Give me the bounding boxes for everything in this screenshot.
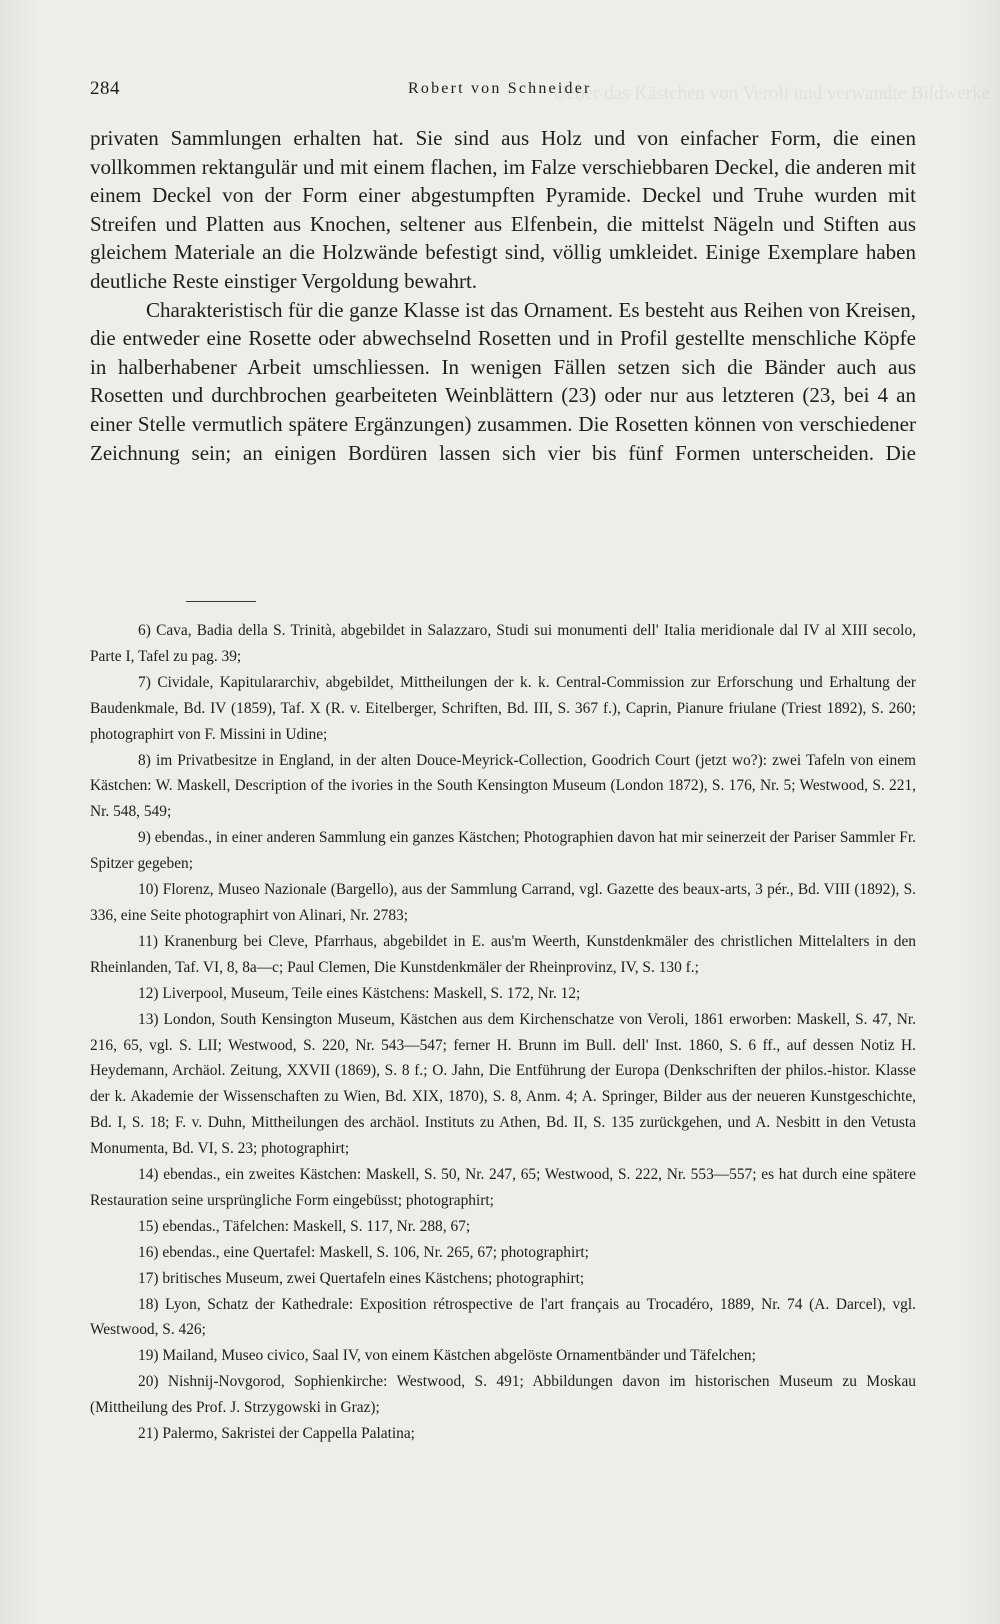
footnote: 10) Florenz, Museo Nazionale (Bargello), aus der Sammlung Carrand, vgl. Gazette des beaux-arts, 3 pér., Bd. VIII (1892), S. 336, eine Seite photographirt von Alinari, Nr. 2783;	[90, 881, 916, 924]
footnotes	[90, 618, 916, 1447]
footnote: 14) ebendas., ein zweites Kästchen: Maskell, S. 50, Nr. 247, 65; Westwood, S. 222, Nr. 553—557; es hat durch eine spätere Restauration seine ursprüngliche Form eingebüsst; photographirt;	[90, 1166, 916, 1209]
footnote: 6) Cava, Badia della S. Trinità, abgebildet in Salazzaro, Studi sui monumenti dell' Italia meridionale dal IV al XIII secolo, Parte I, Tafel zu pag. 39;	[90, 622, 916, 665]
footnote: 19) Mailand, Museo civico, Saal IV, von einem Kästchen abgelöste Ornamentbänder und Täfelchen;	[138, 1347, 756, 1365]
footnote: 7) Cividale, Kapitulararchiv, abgebildet, Mittheilungen der k. k. Central-Commission zur Erforschung und Erhaltung der Baudenkmale, Bd. IV (1859), Taf. X (R. v. Eitelberger, Schriften, Bd. III, S. 367 f.), Caprin, Pianure friulane (Triest 1892), S. 260; photographirt von F. Missini in Udine;	[90, 673, 916, 743]
running-head	[90, 78, 920, 102]
footnote: 9) ebendas., in einer anderen Sammlung ein ganzes Kästchen; Photographien davon hat mir seinerzeit der Pariser Sammler Fr. Spitzer gegeben;	[90, 829, 916, 873]
body-paragraph: Charakteristisch für die ganze Klasse ist das Ornament. Es besteht aus Reihen von Kreisen, die entweder eine Rosette oder abwechselnd Rosetten und in Profil gestellte menschliche Köpfe in halberhabener Arbeit umschliessen. In wenigen Fällen setzen sich die Bänder auch aus Rosetten und durchbrochen gearbeiteten Weinblättern (23) oder nur aus letzteren (23, bei 4 an einer Stelle vermutlich spätere Ergänzungen) zusammen. Die Rosetten können von verschiedener Zeichnung sein; an einigen Bordüren lassen sich vier bis fünf Formen unterscheiden. Die	[90, 297, 916, 465]
footnote: 13) London, South Kensington Museum, Kästchen aus dem Kirchenschatze von Veroli, 1861 erworben: Maskell, S. 47, Nr. 216, 65, vgl. S. LII; Westwood, S. 220, Nr. 543—547; ferner H. Brunn im Bull. dell' Inst. 1860, S. 6 ff., auf dessen Notiz H. Heydemann, Archäol. Zeitung, XXVII (1869), S. 8 f.; O. Jahn, Die Entführung der Europa (Denkschriften der philos.-histor. Klasse der k. Akademie der Wissenschaften zu Wien, Bd. XIX, 1870), S. 8, Anm. 4; A. Springer, Bilder aus der neueren Kunstgeschichte, Bd. I, S. 18; F. v. Duhn, Mittheilungen des archäol. Instituts zu Athen, Bd. II, S. 135 zurückgehen, und A. Nesbitt in den Vetusta Monumenta, Bd. VI, S. 23; photographirt;	[90, 1010, 916, 1158]
footnote: 11) Kranenburg bei Cleve, Pfarrhaus, abgebildet in E. aus'm Weerth, Kunstdenkmäler des christlichen Mittelalters in den Rheinlanden, Taf. VI, 8, 8a—c; Paul Clemen, Die Kunstdenkmäler der Rheinprovinz, IV, S. 130 f.;	[90, 932, 916, 976]
footnote: 8) im Privatbesitze in England, in der alten Douce-Meyrick-Collection, Goodrich Court (jetzt wo?): zwei Tafeln von einem Kästchen: W. Maskell, Description of the ivories in the South Kensington Museum (London 1872), S. 176, Nr. 5; Westwood, S. 221, Nr. 548, 549;	[90, 751, 916, 821]
bleed-through-text: Ueber das Kästchen von Veroli und verwandte Bildwerke	[552, 83, 990, 104]
footnote: 21) Palermo, Sakristei der Cappella Palatina;	[138, 1425, 415, 1443]
footnote: 16) ebendas., eine Quertafel: Maskell, S. 106, Nr. 265, 67; photographirt;	[138, 1243, 589, 1261]
footnote: 17) britisches Museum, zwei Quertafeln eines Kästchens; photographirt;	[138, 1269, 585, 1287]
footnote: 15) ebendas., Täfelchen: Maskell, S. 117, Nr. 288, 67;	[138, 1217, 471, 1235]
main-text	[90, 124, 916, 467]
footnote: 20) Nishnij-Novgorod, Sophienkirche: Westwood, S. 491; Abbildungen davon im historischen Museum zu Moskau (Mittheilung des Prof. J. Strzygowski in Graz);	[90, 1373, 916, 1417]
footnote: 12) Liverpool, Museum, Teile eines Kästchens: Maskell, S. 172, Nr. 12;	[138, 984, 581, 1002]
body-paragraph: privaten Sammlungen erhalten hat. Sie sind aus Holz und von einfacher Form, die einen vollkommen rektangulär und mit einem flachen, im Falze verschiebbaren Deckel, die anderen mit einem Deckel von der Form einer abgestumpften Pyramide. Deckel und Truhe wurden mit Streifen und Platten aus Knochen, seltener aus Elfenbein, die mittelst Nägeln und Stiften aus gleichem Materiale an die Holzwände befestigt sind, völlig umkleidet. Einige Exemplare haben deutliche Reste einstiger Vergoldung bewahrt.	[90, 126, 916, 293]
footnote: 18) Lyon, Schatz der Kathedrale: Exposition rétrospective de l'art français au Trocadéro, 1889, Nr. 74 (A. Darcel), vgl. Westwood, S. 426;	[90, 1295, 916, 1339]
page-number: 284	[90, 78, 120, 99]
running-head-author: Robert von Schneider	[408, 80, 592, 97]
footnote-separator	[186, 601, 256, 602]
